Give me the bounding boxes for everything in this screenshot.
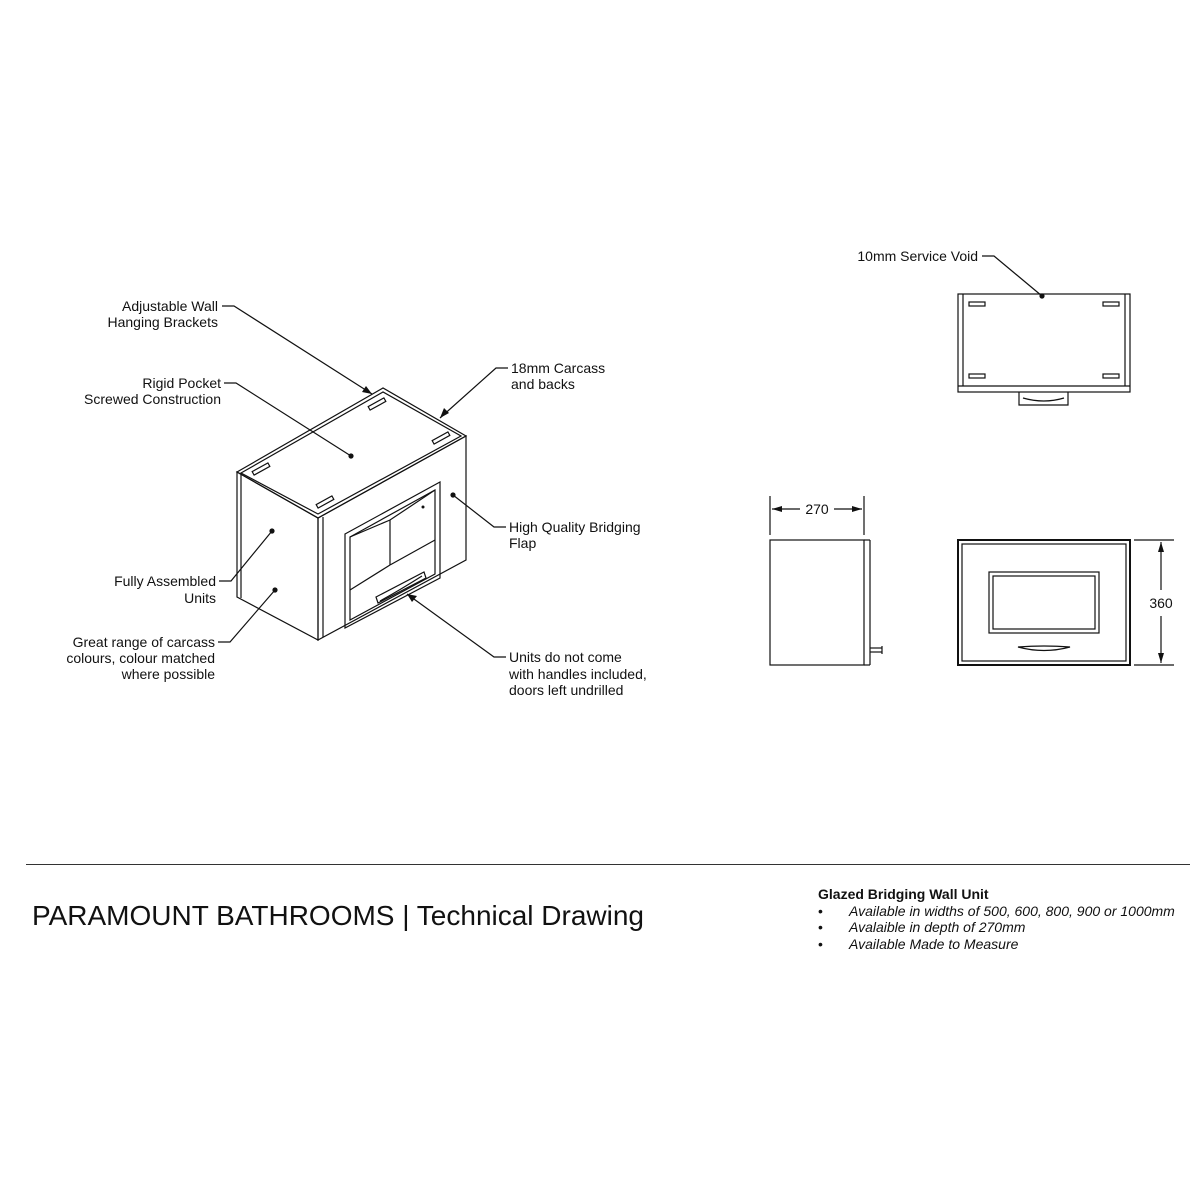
callout-pocket — [84, 375, 354, 459]
svg-text:and backs: and backs — [511, 376, 575, 392]
footer-divider — [26, 864, 1190, 865]
feature-list — [818, 903, 1175, 953]
svg-text:Fully Assembled: Fully Assembled — [114, 573, 216, 589]
feature-text: Avalaible in depth of 270mm — [849, 919, 1026, 935]
svg-text:High Quality Bridging: High Quality Bridging — [509, 519, 641, 535]
svg-text:Great range of carcass: Great range of carcass — [72, 634, 215, 650]
feature-item — [818, 903, 1175, 920]
svg-text:360: 360 — [1149, 595, 1173, 611]
callout-handles — [407, 594, 647, 698]
callout-assembled — [114, 528, 275, 606]
svg-text:colours, colour matched: colours, colour matched — [66, 650, 215, 666]
svg-text:Screwed Construction: Screwed Construction — [84, 391, 221, 407]
svg-text:with handles included,: with handles included, — [509, 666, 647, 682]
isometric-cabinet — [237, 388, 466, 640]
svg-text:270: 270 — [805, 501, 829, 517]
svg-text:where possible: where possible — [121, 666, 215, 682]
callout-flap — [450, 492, 640, 551]
svg-text:Units: Units — [184, 590, 216, 606]
feature-item — [818, 919, 1175, 936]
bullet: • — [818, 919, 823, 935]
svg-text:Units do not come: Units do not come — [509, 649, 622, 665]
callout-carcass — [440, 360, 605, 418]
feature-text: Available in widths of 500, 600, 800, 900 or 1000mm — [849, 902, 1175, 919]
plan-view — [958, 294, 1130, 405]
product-spec — [818, 886, 1175, 952]
svg-text:doors left undrilled: doors left undrilled — [509, 682, 624, 698]
svg-text:Hanging Brackets: Hanging Brackets — [107, 314, 218, 330]
side-elevation — [770, 540, 882, 665]
svg-text:Flap: Flap — [509, 535, 537, 551]
svg-text:Rigid Pocket: Rigid Pocket — [142, 375, 221, 391]
svg-text:18mm Carcass: 18mm Carcass — [511, 360, 606, 376]
dimension-height — [1134, 540, 1174, 665]
feature-item — [818, 936, 1175, 953]
bullet: • — [818, 935, 823, 952]
bullet: • — [818, 902, 823, 919]
front-elevation — [958, 540, 1130, 665]
feature-text: Available Made to Measure — [849, 935, 1019, 952]
svg-text:10mm Service Void: 10mm Service Void — [857, 248, 978, 264]
page-title: PARAMOUNT BATHROOMS | Technical Drawing — [32, 900, 645, 931]
callout-service-void — [857, 248, 1044, 299]
dimension-depth — [770, 496, 864, 535]
product-name: Glazed Bridging Wall Unit — [818, 886, 989, 902]
svg-text:Adjustable Wall: Adjustable Wall — [122, 298, 218, 314]
